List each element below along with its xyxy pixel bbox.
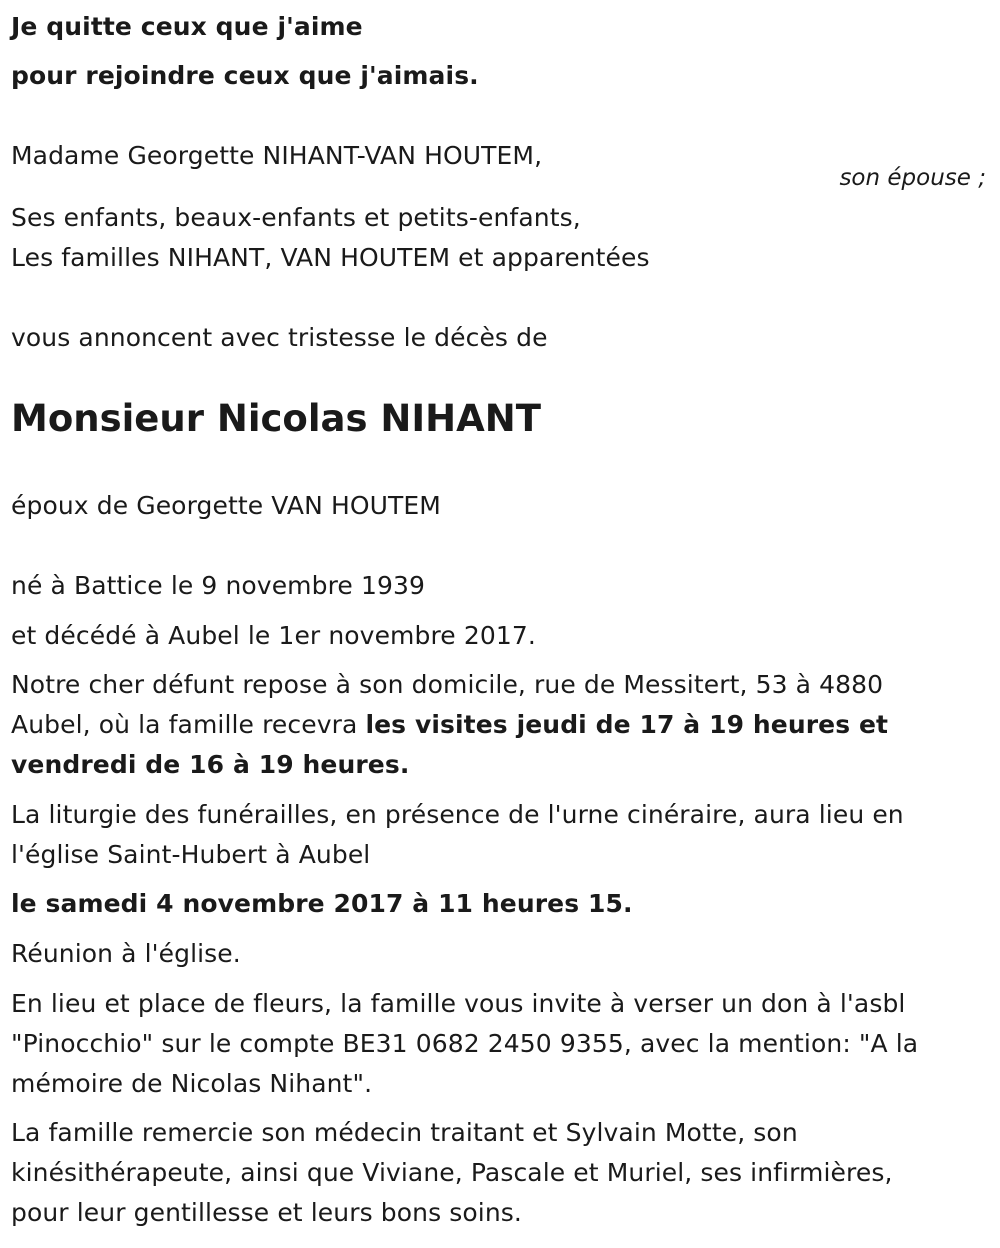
- spouse-of: époux de Georgette VAN HOUTEM: [11, 491, 441, 520]
- visits-schedule-part-2: vendredi de 16 à 19 heures.: [11, 750, 410, 779]
- visits-line-2: [11, 705, 888, 745]
- death-info: et décédé à Aubel le 1er novembre 2017.: [11, 621, 536, 650]
- spouse-name: Madame Georgette NIHANT-VAN HOUTEM,: [11, 141, 543, 170]
- epigraph-line-2: pour rejoindre ceux que j'aimais.: [11, 61, 479, 90]
- funeral-date: le samedi 4 novembre 2017 à 11 heures 15.: [11, 889, 633, 918]
- family-line-1: Ses enfants, beaux-enfants et petits-enfants,: [11, 203, 581, 232]
- birth-info: né à Battice le 9 novembre 1939: [11, 571, 425, 600]
- donation-line-1: En lieu et place de fleurs, la famille vous invite à verser un don à l'asbl: [11, 989, 906, 1018]
- donation-line-2: "Pinocchio" sur le compte BE31 0682 2450 9355, avec la mention: "A la: [11, 1029, 919, 1058]
- announcement: vous annoncent avec tristesse le décès de: [11, 323, 548, 352]
- visits-line-1: Notre cher défunt repose à son domicile, rue de Messitert, 53 à 4880: [11, 670, 884, 699]
- donation-line-3: mémoire de Nicolas Nihant".: [11, 1069, 373, 1098]
- epigraph-line-1: Je quitte ceux que j'aime: [11, 12, 363, 41]
- liturgy-line-1: La liturgie des funérailles, en présence de l'urne cinéraire, aura lieu en: [11, 800, 904, 829]
- liturgy-line-2: l'église Saint-Hubert à Aubel: [11, 840, 371, 869]
- family-line-2: Les familles NIHANT, VAN HOUTEM et apparentées: [11, 243, 650, 272]
- spouse-role: son épouse ;: [839, 165, 986, 191]
- visits-line-2-plain: Aubel, où la famille recevra: [11, 710, 366, 739]
- thanks-line-3: pour leur gentillesse et leurs bons soins.: [11, 1198, 522, 1227]
- deceased-name: Monsieur Nicolas NIHANT: [11, 397, 541, 440]
- thanks-line-2: kinésithérapeute, ainsi que Viviane, Pascale et Muriel, ses infirmières,: [11, 1158, 893, 1187]
- meeting-info: Réunion à l'église.: [11, 939, 241, 968]
- visits-schedule-part-1: les visites jeudi de 17 à 19 heures et: [365, 710, 889, 739]
- thanks-line-1: La famille remercie son médecin traitant et Sylvain Motte, son: [11, 1118, 798, 1147]
